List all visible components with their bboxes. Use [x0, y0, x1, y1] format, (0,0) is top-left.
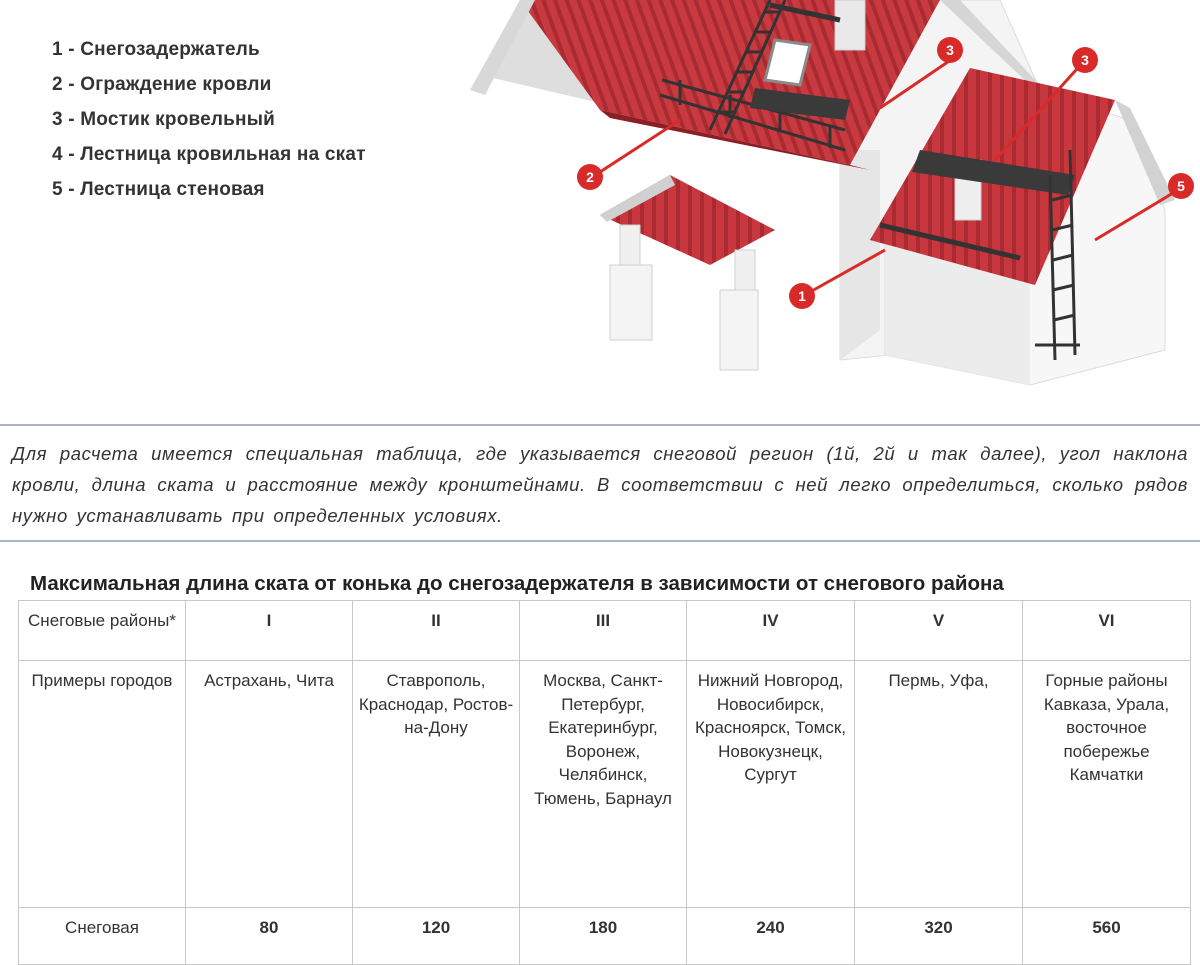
table-cell: Москва, Санкт-Петербург, Екатеринбург, Воронеж, Челябинск, Тюмень, Барнаул: [520, 661, 687, 908]
table-cell: Нижний Новгород, Новосибирск, Красноярск, Томск, Новокузнецк, Сургут: [687, 661, 855, 908]
table-row-load: [19, 908, 1191, 965]
callout-badge: [937, 37, 963, 63]
table-cell: 320: [855, 908, 1023, 965]
table-cell: 180: [520, 908, 687, 965]
table-cell: Астрахань, Чита: [186, 661, 353, 908]
porch: [600, 175, 775, 370]
legend-item: 5 - Лестница стеновая: [52, 179, 265, 200]
table-title: Максимальная длина ската от конька до снегозадержателя в зависимости от снегового района: [30, 572, 1004, 595]
legend-item: 4 - Лестница кровильная на скат: [52, 144, 366, 165]
house-illustration: [440, 0, 1200, 400]
region-header: III: [520, 601, 687, 661]
callout-label: 1: [798, 288, 806, 304]
table-cell: Горные районы Кавказа, Урала, восточное побережье Камчатки: [1023, 661, 1191, 908]
region-header: I: [186, 601, 353, 661]
callout-label: 3: [946, 42, 954, 58]
chimney-icon: [835, 0, 865, 50]
region-header: VI: [1023, 601, 1191, 661]
table-cell: 560: [1023, 908, 1191, 965]
callout-label: 5: [1177, 178, 1185, 194]
callout-badge: [1168, 173, 1194, 199]
legend: [52, 32, 366, 207]
callout-badge: [789, 283, 815, 309]
note-paragraph: Для расчета имеется специальная таблица, где указывается снеговой регион (1й, 2й и так далее), угол наклона кровли, длина ската и расстояние между кронштейнами. В соответствии с ней легко определиться, сколько рядов нужно устанавливать при определенных условиях.: [12, 443, 1188, 526]
callout-label: 2: [586, 169, 594, 185]
snow-region-table: [18, 600, 1191, 965]
row-label: Снеговая: [19, 908, 186, 965]
table-cell: 240: [687, 908, 855, 965]
table-cell: 80: [186, 908, 353, 965]
region-header: II: [353, 601, 520, 661]
legend-item: 1 - Снегозадержатель: [52, 39, 260, 60]
callout-badge: [577, 164, 603, 190]
row-label: Примеры городов: [19, 661, 186, 908]
callout-label: 3: [1081, 52, 1089, 68]
divider-bottom: [0, 540, 1200, 542]
region-header: V: [855, 601, 1023, 661]
region-header: IV: [687, 601, 855, 661]
legend-item: 3 - Мостик кровельный: [52, 109, 276, 130]
legend-item: 2 - Ограждение кровли: [52, 74, 272, 95]
callout-badge: [1072, 47, 1098, 73]
table-header-row: [19, 601, 1191, 661]
table-cell: Ставрополь, Краснодар, Ростов-на-Дону: [353, 661, 520, 908]
table-cell: Пермь, Уфа,: [855, 661, 1023, 908]
table-cell: 120: [353, 908, 520, 965]
table-row-cities: [19, 661, 1191, 908]
row-label: Снеговые районы*: [19, 601, 186, 661]
divider-top: [0, 424, 1200, 426]
